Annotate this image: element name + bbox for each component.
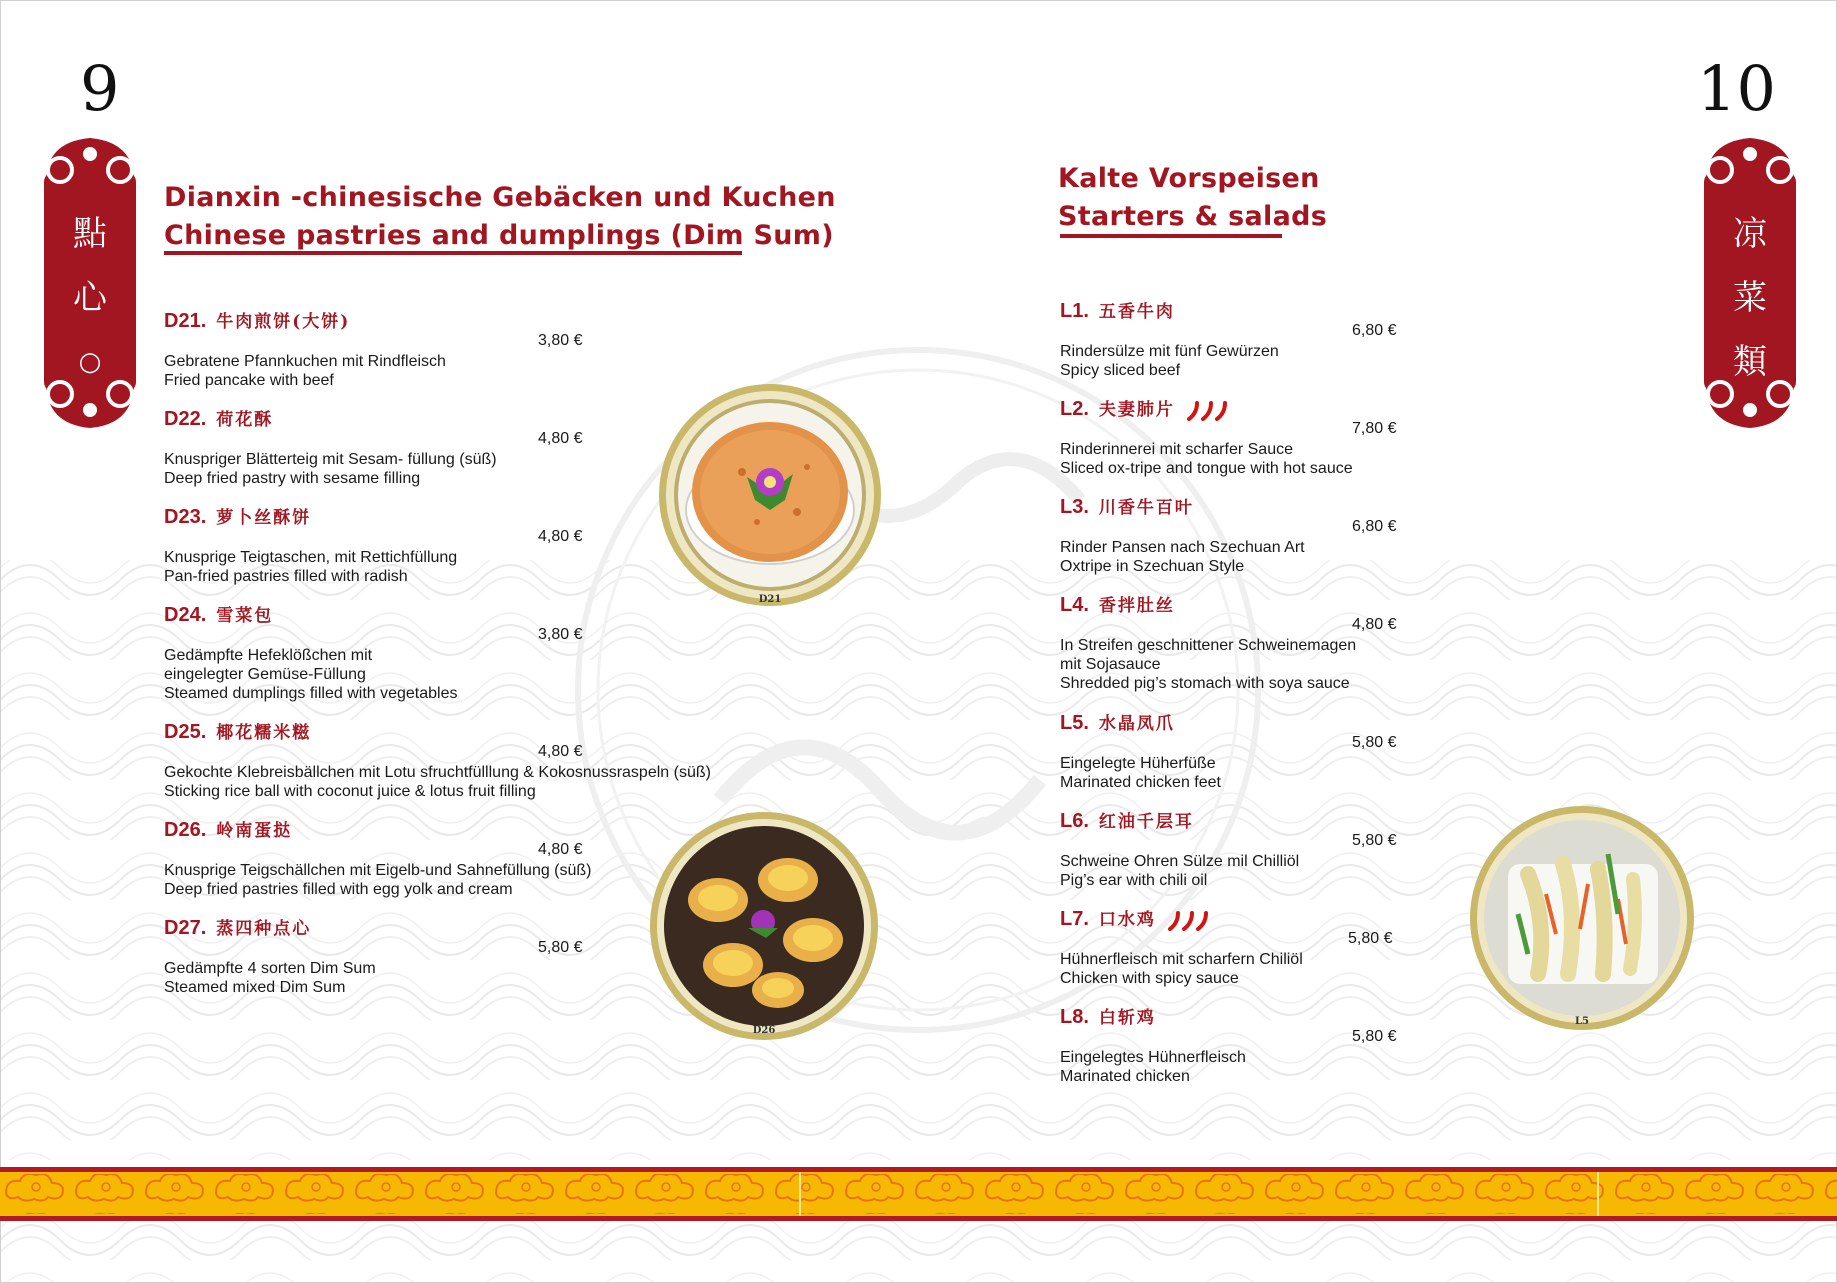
item-chinese-name: 香拌肚丝 bbox=[1098, 596, 1175, 616]
menu-item-d25 bbox=[164, 719, 711, 801]
item-code: D25. bbox=[164, 721, 207, 743]
item-chinese-name: 蒸四种点心 bbox=[216, 919, 312, 939]
photo-label: D26 bbox=[752, 1025, 776, 1036]
menu-item-l1 bbox=[1060, 298, 1397, 380]
item-chinese-name: 荷花酥 bbox=[216, 410, 274, 430]
item-price: 3,80 € bbox=[538, 332, 583, 349]
item-price: 5,80 € bbox=[1348, 930, 1393, 947]
item-code: D24. bbox=[164, 604, 207, 626]
tab-char: ○ bbox=[78, 347, 102, 377]
item-price: 7,80 € bbox=[1352, 420, 1397, 437]
menu-item-d24 bbox=[164, 602, 583, 703]
item-description-de: Eingelegte Hüherfüße bbox=[1060, 755, 1216, 772]
item-code: L3. bbox=[1060, 496, 1089, 518]
item-description-de: Rinderinnerei mit scharfer Sauce bbox=[1060, 441, 1293, 458]
item-code: D21. bbox=[164, 310, 207, 332]
item-description-en: Fried pancake with beef bbox=[164, 372, 334, 389]
menu-item-l5 bbox=[1060, 710, 1397, 792]
item-description-de: Knusprige Teigschällchen mit Eigelb-und Sahnefüllung (süß) bbox=[164, 862, 592, 879]
tab-char: 類 bbox=[1733, 342, 1767, 382]
item-code: L2. bbox=[1060, 398, 1089, 420]
item-code: L4. bbox=[1060, 594, 1089, 616]
item-description-en: Deep fried pastry with sesame filling bbox=[164, 470, 421, 487]
item-price: 4,80 € bbox=[538, 528, 583, 545]
page-number-right: 10 bbox=[1697, 52, 1776, 125]
category-tab-right bbox=[1698, 132, 1802, 432]
title-underline bbox=[164, 251, 742, 255]
title-underline bbox=[1060, 234, 1282, 238]
item-description-en: Steamed mixed Dim Sum bbox=[164, 979, 346, 996]
item-price: 4,80 € bbox=[538, 430, 583, 447]
item-description-en: Pig’s ear with chili oil bbox=[1060, 872, 1208, 889]
section-title-line: Chinese pastries and dumplings (Dim Sum) bbox=[164, 220, 834, 251]
item-chinese-name: 牛肉煎饼(大饼) bbox=[216, 312, 351, 332]
item-price: 4,80 € bbox=[538, 743, 583, 760]
menu-item-d22 bbox=[164, 406, 583, 488]
menu-item-d26 bbox=[164, 817, 592, 899]
menu-item-l2 bbox=[1060, 396, 1397, 478]
section-title-line: Starters & salads bbox=[1058, 201, 1328, 232]
item-description-de: Gebratene Pfannkuchen mit Rindfleisch bbox=[164, 353, 446, 370]
item-chinese-name: 口水鸡 bbox=[1098, 910, 1156, 930]
item-description-de: Gekochte Klebreisbällchen mit Lotu sfruchtfülllung & Kokosnussraspeln (süß) bbox=[164, 764, 711, 781]
item-description-de: Knuspriger Blätterteig mit Sesam- füllung (süß) bbox=[164, 451, 497, 468]
item-description-en: Sliced ox-tripe and tongue with hot sauce bbox=[1060, 460, 1353, 477]
section-title-line: Dianxin -chinesische Gebäcken und Kuchen bbox=[164, 182, 836, 213]
item-price: 5,80 € bbox=[538, 939, 583, 956]
item-description-en: Deep fried pastries filled with egg yolk and cream bbox=[164, 881, 513, 898]
item-description-en: Steamed dumplings filled with vegetables bbox=[164, 685, 458, 702]
menu-item-l4 bbox=[1060, 592, 1397, 693]
menu-item-l3 bbox=[1060, 494, 1397, 576]
item-chinese-name: 五香牛肉 bbox=[1098, 302, 1175, 322]
item-description-en: Oxtripe in Szechuan Style bbox=[1060, 558, 1245, 575]
item-code: D26. bbox=[164, 819, 207, 841]
item-description-de: Eingelegtes Hühnerfleisch bbox=[1060, 1049, 1246, 1066]
item-description-de: Schweine Ohren Sülze mil Chilliöl bbox=[1060, 853, 1300, 870]
menu-item-l8 bbox=[1060, 1004, 1397, 1086]
item-chinese-name: 椰花糯米糍 bbox=[216, 723, 312, 743]
item-chinese-name: 雪菜包 bbox=[216, 606, 274, 626]
item-chinese-name: 红油千层耳 bbox=[1098, 812, 1194, 832]
menu-item-d27 bbox=[164, 915, 583, 997]
item-description-en: Marinated chicken feet bbox=[1060, 774, 1221, 791]
photo-label: L5 bbox=[1575, 1016, 1589, 1027]
photo-d21 bbox=[657, 382, 883, 608]
item-price: 6,80 € bbox=[1352, 518, 1397, 535]
menu-item-l7 bbox=[1060, 906, 1393, 988]
tab-char: 菜 bbox=[1733, 278, 1767, 318]
item-description-en: Marinated chicken bbox=[1060, 1068, 1190, 1085]
item-price: 4,80 € bbox=[1352, 616, 1397, 633]
category-tab-left bbox=[38, 132, 142, 432]
tab-char: 凉 bbox=[1733, 214, 1767, 254]
item-price: 3,80 € bbox=[538, 626, 583, 643]
item-code: L6. bbox=[1060, 810, 1089, 832]
item-description-de: Gedämpfte Hefeklößchen mit bbox=[164, 647, 373, 664]
item-chinese-name: 萝卜丝酥饼 bbox=[216, 508, 312, 528]
chili-pepper-icon bbox=[1185, 401, 1229, 421]
menu-item-l6 bbox=[1060, 808, 1397, 890]
item-chinese-name: 夫妻肺片 bbox=[1098, 400, 1175, 420]
item-description-de: In Streifen geschnittener Schweinemagen bbox=[1060, 637, 1357, 654]
section-title-dim-sum bbox=[164, 179, 836, 255]
page-number-left: 9 bbox=[80, 52, 120, 125]
item-description-de: Gedämpfte 4 sorten Dim Sum bbox=[164, 960, 376, 977]
item-code: L1. bbox=[1060, 300, 1089, 322]
item-chinese-name: 水晶凤爪 bbox=[1098, 714, 1175, 734]
item-description-en: Spicy sliced beef bbox=[1060, 362, 1181, 379]
item-description-de: eingelegter Gemüse-Füllung bbox=[164, 666, 366, 683]
item-code: L7. bbox=[1060, 908, 1089, 930]
dish-photo-chicken-feet bbox=[1468, 804, 1696, 1032]
item-code: D23. bbox=[164, 506, 207, 528]
item-chinese-name: 川香牛百叶 bbox=[1098, 498, 1194, 518]
cloud-pattern-band bbox=[0, 1167, 1837, 1221]
dish-photo-egg-tarts bbox=[648, 810, 880, 1042]
item-description-de: Hühnerfleisch mit scharfern Chiliöl bbox=[1060, 951, 1303, 968]
item-description-de: Rindersülze mit fünf Gewürzen bbox=[1060, 343, 1279, 360]
item-price: 5,80 € bbox=[1352, 832, 1397, 849]
section-title-line: Kalte Vorspeisen bbox=[1058, 163, 1320, 194]
item-chinese-name: 岭南蛋挞 bbox=[216, 821, 293, 841]
item-description-de: mit Sojasauce bbox=[1060, 656, 1161, 673]
item-price: 6,80 € bbox=[1352, 322, 1397, 339]
photo-d26 bbox=[648, 810, 880, 1042]
item-code: L5. bbox=[1060, 712, 1089, 734]
section-title-starters bbox=[1058, 160, 1327, 236]
item-description-en: Chicken with spicy sauce bbox=[1060, 970, 1239, 987]
item-description-de: Knusprige Teigtaschen, mit Rettichfüllung bbox=[164, 549, 458, 566]
item-description-en: Sticking rice ball with coconut juice & lotus fruit filling bbox=[164, 783, 536, 800]
menu-item-d21 bbox=[164, 308, 583, 390]
item-price: 4,80 € bbox=[538, 841, 583, 858]
photo-label: D21 bbox=[758, 594, 782, 605]
menu-item-d23 bbox=[164, 504, 583, 586]
item-code: D22. bbox=[164, 408, 207, 430]
chili-pepper-icon bbox=[1166, 911, 1210, 931]
dish-photo-pancake bbox=[657, 382, 883, 608]
tab-char: 點 bbox=[73, 214, 107, 254]
item-description-en: Pan-fried pastries filled with radish bbox=[164, 568, 408, 585]
item-price: 5,80 € bbox=[1352, 1028, 1397, 1045]
item-description-en: Shredded pig’s stomach with soya sauce bbox=[1060, 675, 1350, 692]
item-description-de: Rinder Pansen nach Szechuan Art bbox=[1060, 539, 1305, 556]
item-price: 5,80 € bbox=[1352, 734, 1397, 751]
tab-char: 心 bbox=[73, 278, 107, 318]
item-code: D27. bbox=[164, 917, 207, 939]
item-chinese-name: 白斩鸡 bbox=[1098, 1008, 1156, 1028]
item-code: L8. bbox=[1060, 1006, 1089, 1028]
photo-l5 bbox=[1468, 804, 1696, 1032]
